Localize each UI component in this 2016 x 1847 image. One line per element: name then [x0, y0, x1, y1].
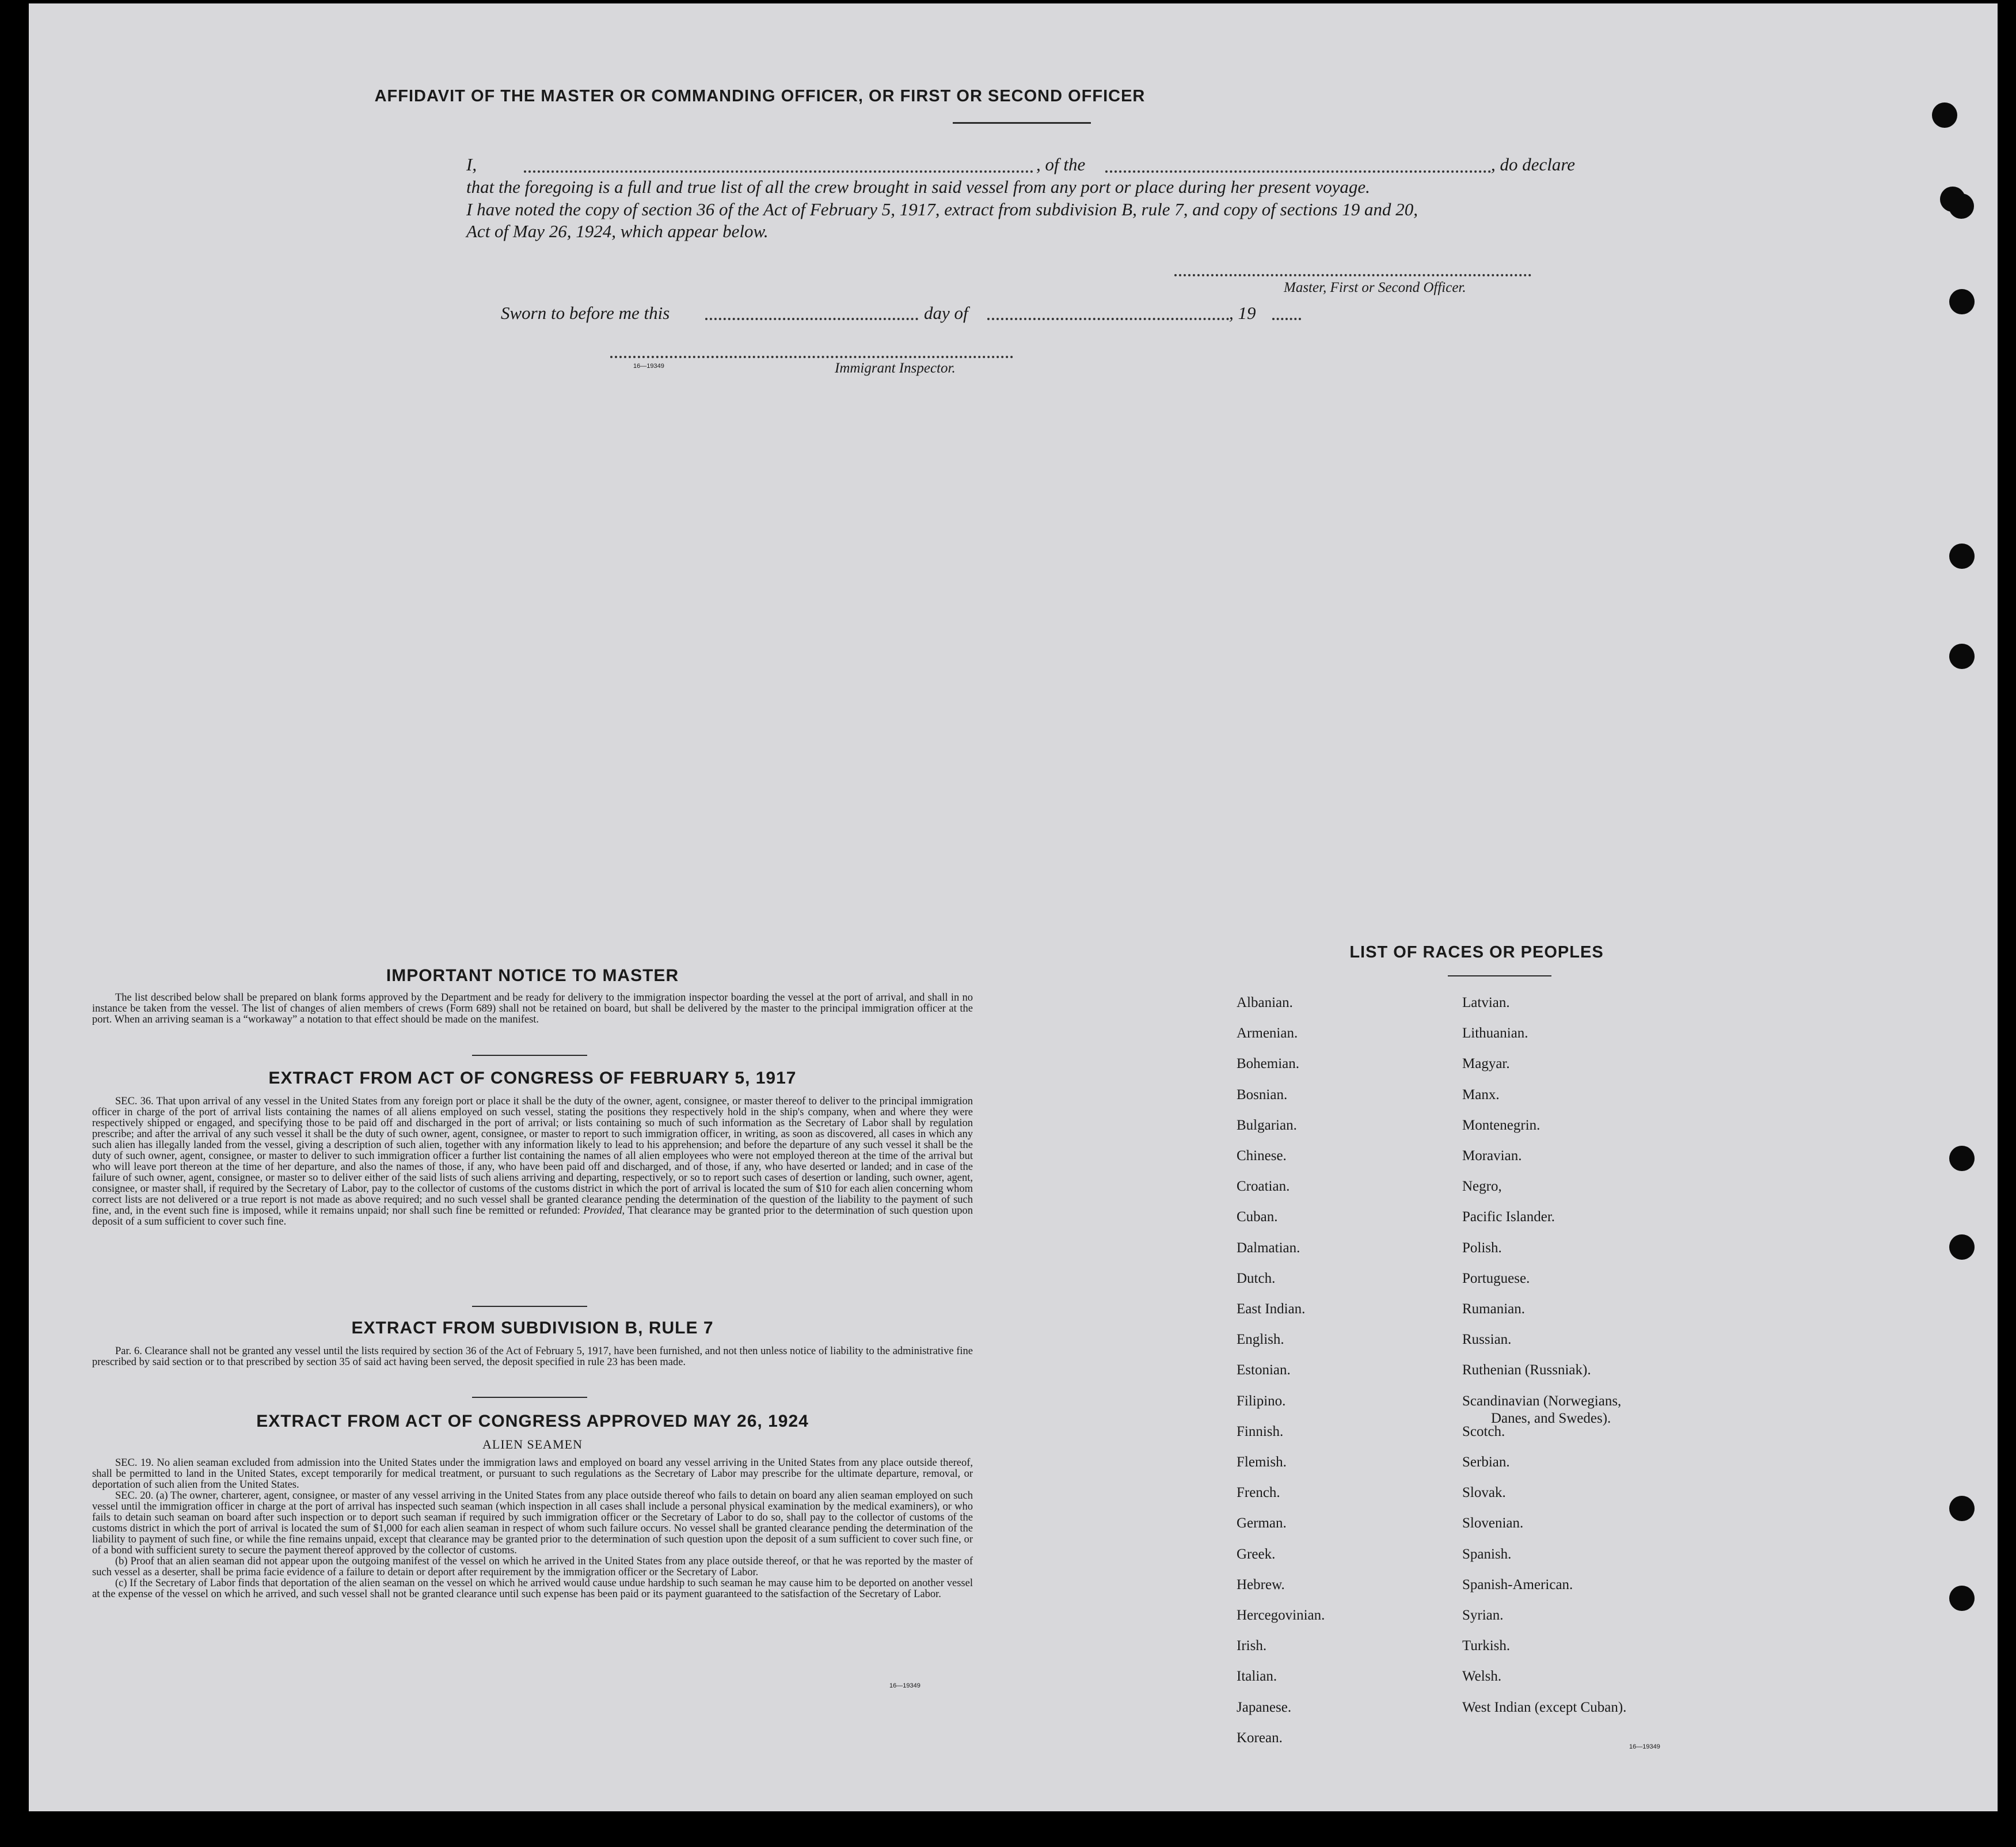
proviso-text: That clearance may be granted prior to the determination of such question upon deposit of a sum sufficient to cover such fine. [92, 1205, 973, 1227]
race-left-item: Italian. [1237, 1669, 1277, 1685]
punch-hole [1949, 289, 1975, 314]
race-right-item: Manx. [1462, 1086, 1500, 1103]
races-title: LIST OF RACES OR PEOPLES [1349, 943, 1604, 961]
rule-2 [472, 1306, 587, 1307]
punch-hole [1949, 1586, 1975, 1611]
affidavit-line-3: I have noted the copy of section 36 of the Act of February 5, 1917, extract from subdivision B, rule 7, and copy of sections 19 and 20, [466, 199, 1418, 219]
notice-text: The list described below shall be prepared on blank forms approved by the Department and be ready for delivery to the immigration inspector boarding the vessel at the port of arrival, and shall in no instance be taken from the vessel. The list of changes of alien members of crews (Form 689) shall not be retained on board, but shall be delivered by the master to the principal immigration officer at the port. When an arriving seaman is a “workaway” a notation to that effect should be made on the manifest. [92, 992, 973, 1025]
inspector-signature-blank[interactable] [610, 356, 1013, 358]
extract-1924-text [92, 1458, 973, 1600]
punch-hole [1932, 102, 1957, 128]
punch-hole [1949, 1496, 1975, 1521]
race-left-item: Bohemian. [1237, 1056, 1300, 1072]
master-signature-label: Master, First or Second Officer. [1284, 280, 1466, 295]
race-left-item: Chinese. [1237, 1148, 1287, 1164]
race-left-item: Dutch. [1237, 1270, 1276, 1286]
race-right-item: Pacific Islander. [1462, 1209, 1555, 1225]
race-right-item: Latvian. [1462, 995, 1510, 1010]
affidavit-i: I, [466, 154, 477, 174]
race-right-item: Slovak. [1462, 1485, 1506, 1501]
race-left-item: Croatian. [1237, 1179, 1290, 1195]
races-rule [1448, 975, 1551, 976]
race-right-item: Ruthenian (Russniak). [1462, 1362, 1591, 1378]
race-right-item: Danes, and Swedes). [1491, 1410, 1611, 1426]
race-left-item: Korean. [1237, 1730, 1283, 1746]
race-left-item: Estonian. [1237, 1362, 1291, 1378]
punch-hole [1949, 644, 1975, 669]
race-left-item: French. [1237, 1485, 1280, 1501]
affidavit-of-the: , of the [1036, 154, 1086, 174]
affidavit-declare: , do declare [1491, 154, 1576, 174]
race-right-item: Moravian. [1462, 1148, 1522, 1164]
race-left-item: Irish. [1237, 1638, 1267, 1654]
affidavit-line-2: that the foregoing is a full and true list of all the crew brought in said vessel from any port or place during her present voyage. [466, 177, 1370, 197]
race-right-item: Spanish-American. [1462, 1576, 1573, 1593]
race-right-item: Slovenian. [1462, 1515, 1524, 1531]
title-rule [953, 122, 1091, 124]
sworn-year-blank[interactable] [1272, 318, 1301, 320]
race-left-item: Bulgarian. [1237, 1117, 1297, 1133]
punch-hole [1949, 193, 1974, 219]
rule-3 [472, 1397, 587, 1398]
affidavit-title: AFFIDAVIT OF THE MASTER OR COMMANDING OFFICER, OR FIRST OR SECOND OFFICER [374, 87, 1146, 105]
sec36-text: SEC. 36. That upon arrival of any vessel in the United States from any foreign port or place it shall be the duty of the owner, agent, consignee, or master thereof to deliver to the principal immigration officer in charge of the port of arrival lists containing the names of all aliens employed on such vessel, stating the positions they respectively hold in the ship's company, when and where they were respectively shipped or engaged, and specifying those to be paid off and discharged in the port of arrival; or lists containing so much of such information as the Secretary of Labor shall by regulation prescribe; and after the arrival of any such vessel it shall be the duty of such owner, agent, consignee, or master to report to such immigration officer, in writing, as soon as discovered, all cases in which any such alien has illegally landed from the vessel, giving a description of such alien, together with any information likely to lead to his apprehension; and before the departure of any such vessel it shall be the duty of such owner, agent, consignee, or master to deliver to such immigration officer a further list containing the names of all alien employees who were not employed thereon at the time of the arrival but who will leave port thereon at the time of her departure, and also the names of those, if any, who have been paid off and discharged, and of those, if any, who have deserted or landed; and in case of the failure of such owner, agent, consignee, or master so to deliver either of the said lists of such aliens arriving and departing, respectively, or so to report such cases of desertion or landing, such owner, agent, consignee, or master shall, if required by the Secretary of Labor, pay to the collector of customs of the customs district in which the port of arrival is located the sum of $10 for each alien concerning whom correct lists are not delivered or a true report is not made as above required; and no such vessel shall be granted clearance pending the determination of the question of the liability to the payment of such fine, and, in the event such fine is imposed, while it remains unpaid; nor shall such fine be remitted or refunded: [92, 1096, 973, 1217]
race-right-item: Lithuanian. [1462, 1025, 1528, 1042]
sworn-day-blank[interactable] [705, 318, 918, 320]
sec20c-text: (c) If the Secretary of Labor finds that deportation of the alien seaman on the vessel on which he arrived would cause undue hardship to such seaman he may cause him to be deported on another vessel at the expense of the vessel on which he arrived, and such vessel shall not be granted clearance until such expense has been paid or its payment guaranteed to the satisfaction of the Secretary of Labor. [92, 1578, 973, 1600]
race-left-item: Cuban. [1237, 1209, 1278, 1225]
sec20b-text: (b) Proof that an alien seaman did not appear upon the outgoing manifest of the vessel on which he arrived in the United States from any place outside thereof, or that he was reported by the master of such vessel as a deserter, shall be prima facie evidence of a failure to detain or deport after requirement by the immigration officer or the Secretary of Labor. [92, 1556, 973, 1578]
affidavit-form-number: 16—19349 [633, 363, 664, 370]
extract-1917-text [92, 1096, 973, 1227]
race-left-item: Greek. [1237, 1546, 1276, 1562]
race-right-item: Welsh. [1462, 1669, 1502, 1685]
sworn-prefix: Sworn to before me this [501, 303, 670, 323]
vessel-name-blank[interactable] [1105, 170, 1491, 173]
race-left-item: Albanian. [1237, 995, 1293, 1010]
sec20a-text: SEC. 20. (a) The owner, charterer, agent, consignee, or master of any vessel arriving in the United States from any place outside thereof who fails to detain on board any alien seaman employed on such vessel until the immigration officer in charge at the port of arrival has inspected such seaman (which inspection in all cases shall include a personal physical examination by the medical examiners), or who fails to detain such seaman on board after such inspection or to deport such seaman if required by such immigration officer or the Secretary of Labor to do so, shall pay to the collector of customs of the customs district in which the port of arrival is located the sum of $1,000 for each alien seaman in respect of whom such failure occurs. No vessel shall be granted clearance pending the determination of the liability to payment of such fine, or while the fine remains unpaid, except that clearance may be granted prior to the determination of such question upon the deposit of a sum sufficient to cover such fine, or of a bond with sufficient surety to secure the payment thereof approved by the collector of customs. [92, 1490, 973, 1556]
race-left-item: Hercegovinian. [1237, 1607, 1325, 1623]
race-left-item: Dalmatian. [1237, 1240, 1300, 1256]
rule7-title: EXTRACT FROM SUBDIVISION B, RULE 7 [351, 1318, 714, 1337]
sworn-month-blank[interactable] [987, 318, 1229, 320]
race-left-item: German. [1237, 1515, 1287, 1531]
race-right-item: Serbian. [1462, 1454, 1510, 1470]
alien-seamen-subtitle: ALIEN SEAMEN [482, 1437, 583, 1451]
race-right-item: Magyar. [1462, 1056, 1510, 1072]
races-form-number: 16—19349 [1629, 1743, 1660, 1750]
race-right-item: Syrian. [1462, 1607, 1504, 1623]
proviso-label: Provided, [583, 1205, 625, 1217]
race-right-item: Russian. [1462, 1332, 1512, 1348]
race-right-item: Spanish. [1462, 1546, 1512, 1562]
sworn-day-of: day of [924, 303, 968, 323]
extract-1917-title: EXTRACT FROM ACT OF CONGRESS OF FEBRUARY 5, 1917 [268, 1069, 797, 1088]
inspector-label: Immigrant Inspector. [835, 360, 956, 376]
race-right-item: Montenegrin. [1462, 1117, 1540, 1133]
race-right-item: Negro, [1462, 1179, 1502, 1195]
punch-hole [1949, 1146, 1975, 1171]
race-right-item: Polish. [1462, 1240, 1502, 1256]
sworn-year: , 19 [1229, 303, 1256, 323]
race-left-item: English. [1237, 1332, 1284, 1348]
race-left-item: Armenian. [1237, 1025, 1298, 1042]
affidavit-line-1 [466, 154, 477, 175]
race-left-item: Flemish. [1237, 1454, 1287, 1470]
race-left-item: Hebrew. [1237, 1576, 1285, 1593]
rule-1 [472, 1055, 587, 1056]
extract-1924-title: EXTRACT FROM ACT OF CONGRESS APPROVED MAY 26, 1924 [256, 1412, 809, 1431]
race-right-item: Turkish. [1462, 1638, 1511, 1654]
race-right-item: Rumanian. [1462, 1301, 1526, 1317]
race-right-item: Scotch. [1462, 1423, 1505, 1439]
punch-hole [1949, 544, 1975, 569]
notice-title: IMPORTANT NOTICE TO MASTER [386, 966, 679, 985]
race-right-item: Scandinavian (Norwegians, [1462, 1393, 1622, 1409]
master-signature-blank[interactable] [1174, 274, 1531, 276]
race-left-item: Japanese. [1237, 1699, 1292, 1715]
sec19-text: SEC. 19. No alien seaman excluded from admission into the United States under the immigration laws and employed on board any vessel arriving in the United States from any place outside thereof, shall be permitted to land in the United States, except temporarily for medical treatment, or pursuant to such regulations as the Secretary of Labor may prescribe for the ultimate departure, removal, or deportation of such alien from the United States. [92, 1457, 973, 1491]
document-page [29, 3, 1998, 1811]
race-right-item: West Indian (except Cuban). [1462, 1699, 1627, 1715]
extract-form-number: 16—19349 [889, 1682, 920, 1689]
affidavit-line-4: Act of May 26, 1924, which appear below. [466, 221, 769, 241]
race-left-item: Finnish. [1237, 1423, 1284, 1439]
rule7-text: Par. 6. Clearance shall not be granted any vessel until the lists required by section 36 of the Act of February 5, 1917, have been furnished, and not then unless notice of liability to the administrative fine prescribed by said section or to that prescribed by section 35 of said act having been served, the deposit specified in rule 23 has been made. [92, 1346, 973, 1368]
master-name-blank[interactable] [524, 170, 1033, 173]
race-left-item: Bosnian. [1237, 1086, 1288, 1103]
race-left-item: East Indian. [1237, 1301, 1306, 1317]
race-right-item: Portuguese. [1462, 1270, 1530, 1286]
race-left-item: Filipino. [1237, 1393, 1286, 1409]
punch-hole [1949, 1234, 1975, 1260]
